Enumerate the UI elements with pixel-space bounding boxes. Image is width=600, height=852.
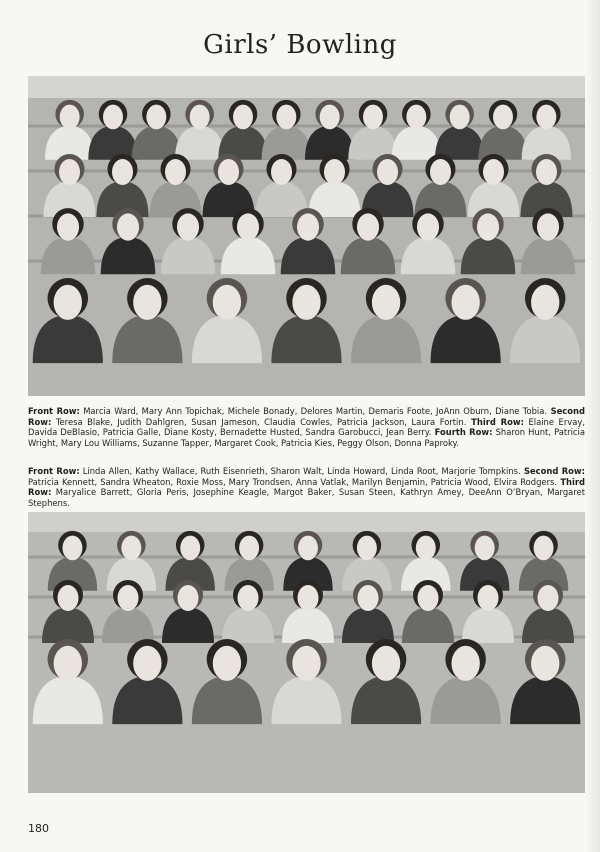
page-edge-shadow <box>586 0 600 852</box>
caption-1-third-row-names: Elaine Ervay, Davida DeBlasio, Patricia Galle, Diane Kosty, Bernadette Husted, Sandra Garobucci, Jean Berry. <box>28 416 585 438</box>
group-photo-1-image <box>28 76 585 396</box>
page-number: 180 <box>28 822 49 835</box>
caption-1-front-row-names: Marcia Ward, Mary Ann Topichak, Michele Bonady, Delores Martin, Demaris Foote, JoAnn Oburn, Diane Tobia. <box>79 406 548 416</box>
group-photo-1 <box>28 76 585 396</box>
caption-2-front-row-names: Linda Allen, Kathy Wallace, Ruth Eisenrieth, Sharon Walt, Linda Howard, Linda Root, Marjorie Tompkins. <box>79 466 521 476</box>
caption-2-second-row-names: Patricia Kennett, Sandra Wheaton, Roxie Moss, Mary Trondsen, Anna Vatlak, Marilyn Benjamin, Patricia Wood, Elvira Rodgers. <box>28 476 558 487</box>
caption-1-third-row-label: Third Row: <box>466 416 524 427</box>
caption-2 <box>28 466 585 508</box>
caption-1-front-row-label: Front Row: <box>28 406 80 416</box>
caption-2-second-row-label: Second Row: <box>520 466 585 476</box>
caption-2-front-row-label: Front Row: <box>28 466 80 476</box>
caption-1 <box>28 406 585 448</box>
caption-1-second-row-label: Second Row: <box>28 406 585 427</box>
group-photo-2 <box>28 512 585 793</box>
caption-1-second-row-names: Teresa Blake, Judith Dahlgren, Susan Jameson, Claudia Cowles, Patricia Jackson, Laura Fortin. <box>51 416 467 427</box>
caption-1-fourth-row-names: Sharon Hunt, Patricia Wright, Mary Lou Williams, Suzanne Tapper, Margaret Cook, Patricia Kies, Peggy Olson, Donna Paproky. <box>28 427 585 448</box>
caption-1-fourth-row-label: Fourth Row: <box>431 427 493 438</box>
group-photo-2-image <box>28 512 585 793</box>
caption-2-third-row-names: Maryalice Barrett, Gloria Peris, Josephine Keagle, Margot Baker, Susan Steen, Kathryn Amey, DeeAnn O’Bryan, Margaret Stephens. <box>28 487 585 508</box>
caption-2-third-row-label: Third Row: <box>28 476 585 498</box>
page-title: Girls’ Bowling <box>203 30 397 60</box>
